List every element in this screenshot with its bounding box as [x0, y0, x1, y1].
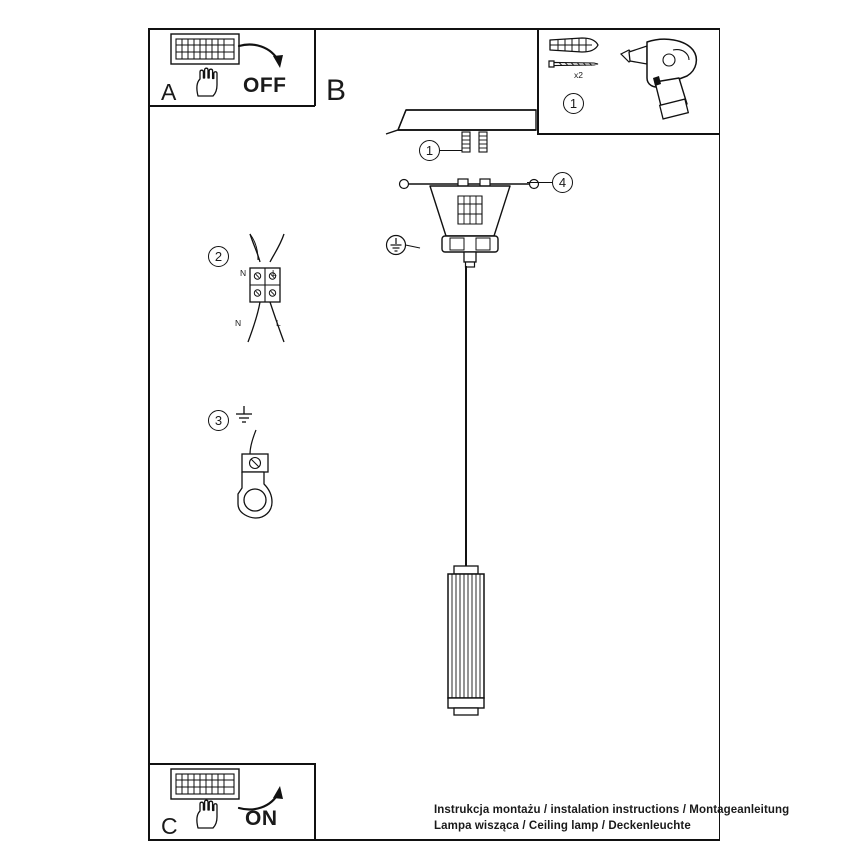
canopy-icon: [424, 182, 516, 268]
panel-a-hand-pointing-icon: [192, 66, 226, 100]
terminal-block-icon: [232, 232, 298, 348]
light-switch-off-icon: [170, 33, 240, 65]
panel-c-state-label: ON: [245, 807, 278, 830]
panel-c-top-line: [148, 763, 315, 765]
frame-left-line: [148, 28, 150, 840]
footer-line-1: Instrukcja montażu / instalation instructions / Montageanleitung: [434, 804, 790, 816]
panel-a-right-line: [314, 28, 316, 106]
wall-plug-icon: [548, 36, 600, 54]
suspension-cable-icon: [465, 266, 467, 570]
frame-right-line: [719, 28, 721, 840]
callout-1-leader-line: [440, 150, 462, 151]
screw-quantity-label: x2: [574, 70, 583, 80]
panel-a-state-label: OFF: [243, 74, 287, 97]
power-drill-icon: [617, 32, 703, 122]
footer-line-2: Lampa wisząca / Ceiling lamp / Deckenleuchte: [434, 820, 691, 832]
panel-c-letter: C: [161, 813, 179, 839]
panel-a-curved-arrow-down-icon: [237, 42, 285, 74]
step-3-badge: 3: [208, 410, 229, 431]
step-1-tools-badge: 1: [563, 93, 584, 114]
panel-a-letter: A: [161, 79, 177, 105]
tools-box-left-line: [537, 28, 539, 134]
terminal-label-n-bottom: N: [235, 318, 242, 328]
assembly-callout-4: 4: [552, 172, 573, 193]
screw-icon: [548, 58, 600, 70]
ceiling-screws-icon: [458, 130, 492, 156]
terminal-label-n-top: N: [240, 268, 247, 278]
terminal-label-l-bottom: L: [276, 318, 281, 328]
earth-ground-icon: [232, 404, 256, 426]
light-switch-on-icon: [170, 768, 240, 800]
frame-top-line: [148, 28, 720, 30]
panel-c-right-line: [314, 763, 316, 840]
cylindrical-lamp-shade-icon: [443, 566, 489, 718]
panel-c-curved-arrow-up-icon: [237, 778, 285, 812]
frame-bottom-line: [148, 839, 720, 841]
step-2-badge: 2: [208, 246, 229, 267]
assembly-callout-1: 1: [419, 140, 440, 161]
terminal-label-l-top: L: [272, 268, 277, 278]
callout-4-leader-line: [527, 182, 553, 183]
assembly-earth-ground-icon: [384, 232, 420, 258]
earth-screw-bracket-icon: [230, 428, 286, 520]
panel-c-hand-pointing-icon: [192, 798, 226, 832]
tools-box-bottom-line: [537, 133, 719, 135]
panel-b-letter: B: [326, 74, 347, 107]
